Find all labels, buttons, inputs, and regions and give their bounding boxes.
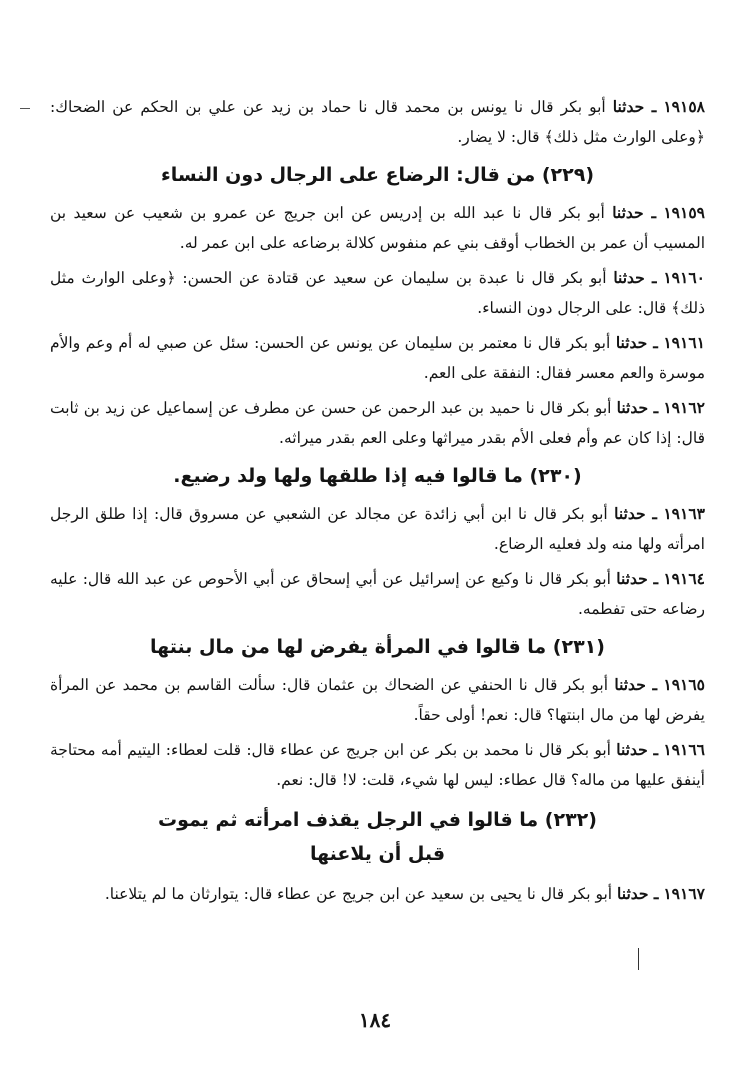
entry-lead: ـ حدثنا bbox=[616, 569, 659, 588]
section-heading-line: (٢٣١) ما قالوا في المرأة يفرض لها من مال بنتها bbox=[150, 636, 605, 658]
entry-number: ١٩١٦٤ bbox=[663, 569, 705, 588]
margin-mark bbox=[20, 108, 30, 109]
hadith-entry bbox=[50, 328, 705, 388]
entry-text: أبو بكر قال نا يحيى بن سعيد عن ابن جريج عن عطاء قال: يتوارثان ما لم يتلاعنا. bbox=[104, 885, 613, 903]
entry-lead: ـ حدثنا bbox=[612, 203, 656, 222]
entry-number: ١٩١٦٧ bbox=[663, 884, 705, 903]
section-heading bbox=[50, 803, 705, 871]
section-heading-line: (٢٣٠) ما قالوا فيه إذا طلقها ولها ولد رضيع. bbox=[173, 465, 582, 487]
hadith-entry bbox=[50, 92, 705, 152]
hadith-entry bbox=[50, 499, 705, 559]
entry-number: ١٩١٦٦ bbox=[663, 740, 705, 759]
hadith-entry bbox=[50, 879, 705, 909]
entry-text: أبو بكر قال نا ابن أبي زائدة عن مجالد عن الشعبي عن مسروق قال: إذا طلق الرجل امرأته ولها منه ولد فعليه الرضاع. bbox=[50, 505, 705, 553]
entry-text: أبو بكر قال نا يونس بن محمد قال نا حماد بن زيد عن علي بن الحكم عن الضحاك: ﴿وعلى الوارث مثل ذلك﴾ قال: لا يضار. bbox=[50, 98, 705, 146]
entry-lead: ـ حدثنا bbox=[613, 268, 657, 287]
entry-lead: ـ حدثنا bbox=[612, 97, 657, 116]
entry-number: ١٩١٦٢ bbox=[663, 398, 705, 417]
hadith-entry bbox=[50, 670, 705, 730]
entry-lead: ـ حدثنا bbox=[615, 333, 658, 352]
entry-lead: ـ حدثنا bbox=[614, 504, 657, 523]
hadith-entry bbox=[50, 263, 705, 323]
section-heading bbox=[50, 461, 705, 491]
entry-number: ١٩١٥٩ bbox=[663, 203, 705, 222]
entry-text: أبو بكر قال نا عبد الله بن إدريس عن ابن جريج عن عمرو بن شعيب عن سعيد بن المسيب أن عمر بن الخطاب أوقف بني عم منفوس كلالة برضاعه على ابن عمر له. bbox=[50, 204, 705, 252]
entry-lead: ـ حدثنا bbox=[616, 740, 659, 759]
page-number: ١٨٤ bbox=[358, 1008, 392, 1032]
entry-text: أبو بكر قال نا وكيع عن إسرائيل عن أبي إسحاق عن أبي الأحوص عن عبد الله قال: عليه رضاعه حتى تفطمه. bbox=[50, 570, 705, 618]
section-heading-line: (٢٣٢) ما قالوا في الرجل يقذف امرأته ثم يموت bbox=[158, 809, 597, 831]
entry-text: أبو بكر قال نا محمد بن بكر عن ابن جريج عن عطاء قال: قلت لعطاء: اليتيم أمه محتاجة أينفق عليها من ماله؟ قال عطاء: ليس لها شيء، قلت: لا! قال: نعم. bbox=[50, 741, 705, 789]
entry-number: ١٩١٥٨ bbox=[663, 97, 705, 116]
entry-number: ١٩١٦٣ bbox=[663, 504, 705, 523]
section-heading bbox=[50, 632, 705, 662]
entry-lead: ـ حدثنا bbox=[616, 398, 659, 417]
entry-text: أبو بكر قال نا الحنفي عن الضحاك بن عثمان قال: سألت القاسم بن محمد عن المرأة يفرض لها من مال ابنتها؟ قال: نعم! أولى حقاً. bbox=[50, 676, 705, 724]
entry-text: أبو بكر قال نا معتمر بن سليمان عن يونس عن الحسن: سئل عن صبي له أم وعم والأم موسرة والعم معسر فقال: النفقة على العم. bbox=[50, 334, 705, 382]
section-heading bbox=[50, 160, 705, 190]
entry-text: أبو بكر قال نا حميد بن عبد الرحمن عن حسن عن مطرف عن إسماعيل عن زيد بن ثابت قال: إذا كان عم وأم فعلى الأم بقدر ميراثها وعلى العم بقدر ميراثه. bbox=[50, 399, 705, 447]
hadith-entry bbox=[50, 735, 705, 795]
entry-number: ١٩١٦٥ bbox=[663, 675, 706, 694]
hadith-entry bbox=[50, 564, 705, 624]
hadith-entry bbox=[50, 198, 705, 258]
section-heading-line: (٢٢٩) من قال: الرضاع على الرجال دون النساء bbox=[160, 164, 595, 186]
hadith-entry bbox=[50, 393, 705, 453]
entry-number: ١٩١٦١ bbox=[663, 333, 705, 352]
entry-text: أبو بكر قال نا عبدة بن سليمان عن سعيد عن قتادة عن الحسن: ﴿وعلى الوارث مثل ذلك﴾ قال: على الرجال دون النساء. bbox=[50, 269, 705, 317]
document-body bbox=[50, 92, 705, 914]
margin-mark bbox=[638, 948, 639, 970]
entry-number: ١٩١٦٠ bbox=[663, 268, 705, 287]
entry-lead: ـ حدثنا bbox=[617, 884, 659, 903]
section-heading-line: قبل أن يلاعنها bbox=[309, 843, 446, 865]
entry-lead: ـ حدثنا bbox=[614, 675, 658, 694]
